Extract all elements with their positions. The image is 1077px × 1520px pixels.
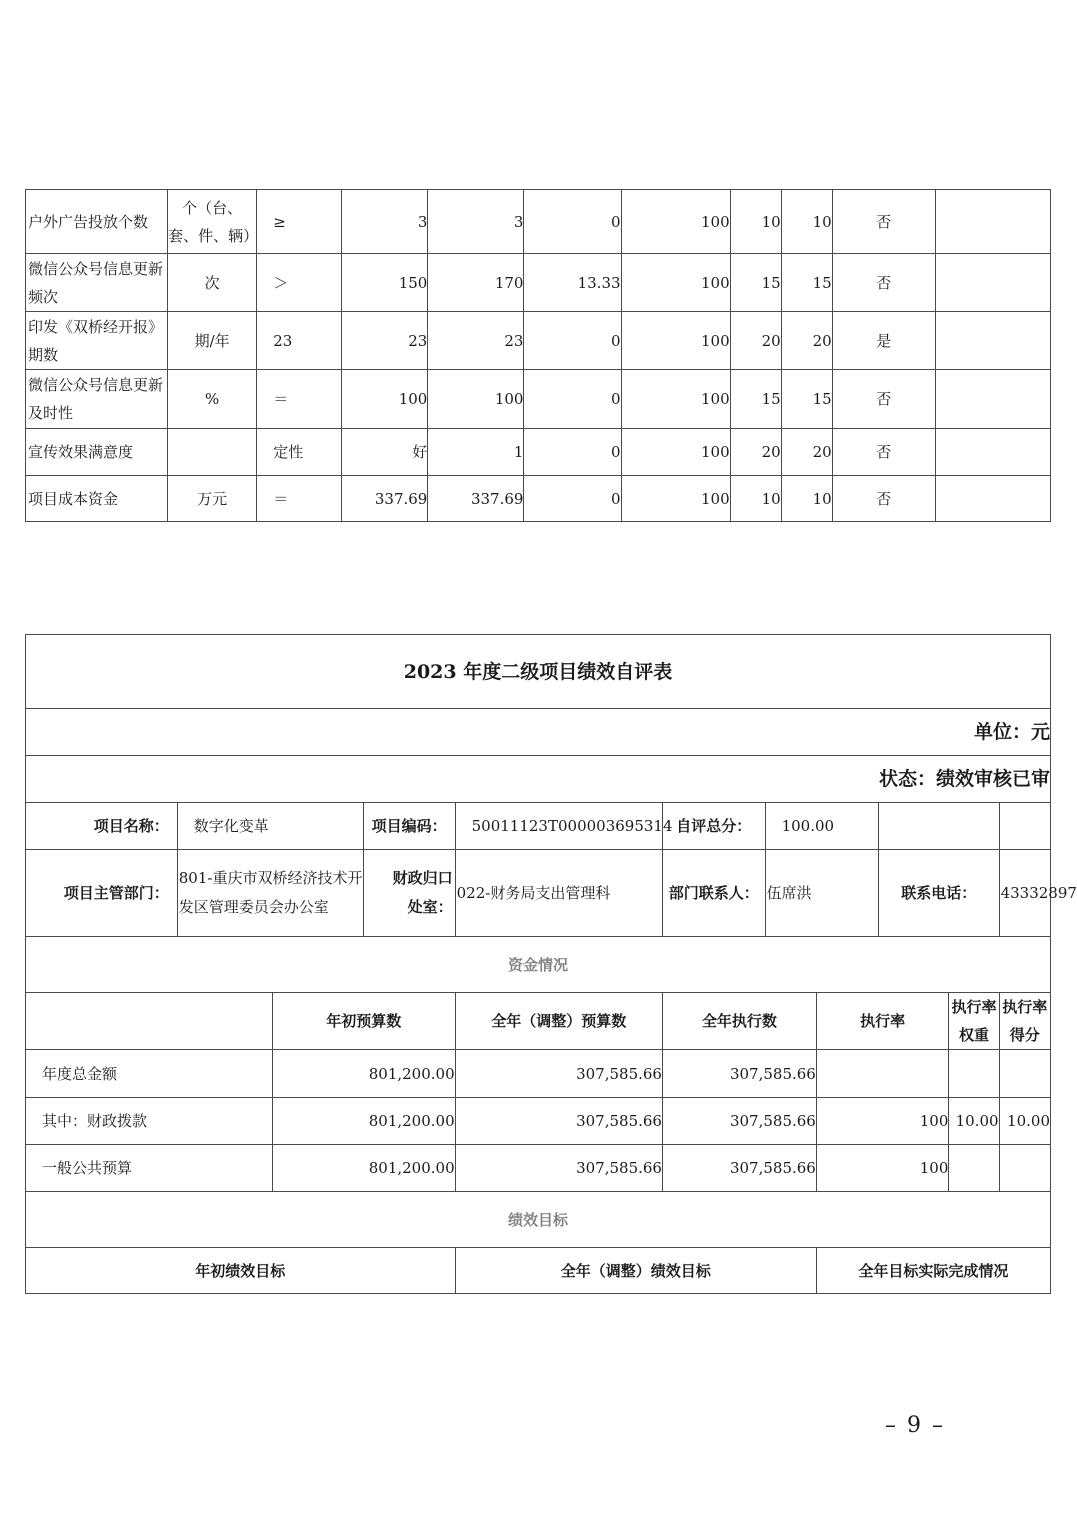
funds-header-initial: 年初预算数 [272, 993, 455, 1050]
indicator-deviation: 13.33 [524, 254, 621, 312]
page-number: – 9 – [885, 1413, 945, 1438]
funds-row-executed: 307,585.66 [662, 1098, 816, 1145]
indicator-flag: 否 [832, 476, 935, 522]
finance-office-label-1: 财政归口 [392, 869, 453, 887]
indicator-unit: 次 [168, 254, 257, 312]
project-name-value: 数字化变革 [177, 803, 363, 850]
indicator-name: 微信公众号信息更新及时性 [26, 370, 168, 429]
indicator-deviation: 0 [524, 429, 621, 476]
funds-row-score: 10.00 [999, 1098, 1050, 1145]
indicator-unit: % [168, 370, 257, 429]
indicator-note [935, 190, 1050, 254]
indicator-rate: 100 [621, 312, 730, 370]
goals-header-actual: 全年目标实际完成情况 [816, 1248, 1050, 1294]
finance-office-label [363, 850, 455, 937]
finance-office-value: 022-财务局支出管理科 [455, 850, 662, 937]
form-title [26, 635, 1051, 709]
indicator-score: 10 [781, 476, 832, 522]
indicator-target: 好 [342, 429, 428, 476]
funds-row-weight [949, 1145, 999, 1192]
indicator-target: 100 [342, 370, 428, 429]
funds-row-adjusted: 307,585.66 [455, 1145, 662, 1192]
funds-row [26, 1145, 1051, 1192]
performance-evaluation-form [25, 634, 1077, 1294]
funds-row-label: 其中：财政拨款 [26, 1098, 273, 1145]
status-line: 状态：绩效审核已审 [26, 756, 1051, 803]
empty-cell [999, 803, 1050, 850]
dept-value: 801-重庆市双桥经济技术开发区管理委员会办公室 [177, 850, 363, 937]
table-row [26, 312, 1051, 370]
funds-row-initial: 801,200.00 [272, 1050, 455, 1098]
indicator-actual: 337.69 [428, 476, 524, 522]
indicator-flag: 否 [832, 429, 935, 476]
indicator-score: 20 [781, 429, 832, 476]
indicator-unit: 万元 [168, 476, 257, 522]
contact-label: 部门联系人： [662, 850, 765, 937]
indicator-flag: 否 [832, 254, 935, 312]
indicator-target: 150 [342, 254, 428, 312]
indicator-actual: 100 [428, 370, 524, 429]
project-name-label: 项目名称： [26, 803, 178, 850]
funds-row-adjusted: 307,585.66 [455, 1098, 662, 1145]
indicator-operator: ≥ [257, 190, 342, 254]
indicator-unit: 个（台、套、件、辆） [168, 190, 257, 254]
empty-cell [878, 803, 999, 850]
funds-row-rate [816, 1050, 949, 1098]
funds-section-title: 资金情况 [26, 937, 1051, 993]
indicator-weight: 10 [730, 476, 781, 522]
indicator-weight: 15 [730, 370, 781, 429]
indicator-actual: 23 [428, 312, 524, 370]
funds-row-weight [949, 1050, 999, 1098]
indicator-weight: 10 [730, 190, 781, 254]
funds-row-initial: 801,200.00 [272, 1098, 455, 1145]
indicator-deviation: 0 [524, 190, 621, 254]
indicator-note [935, 254, 1050, 312]
project-code-value: 50011123T000003695314 [455, 803, 662, 850]
funds-row-adjusted: 307,585.66 [455, 1050, 662, 1098]
funds-header-weight-2: 权重 [958, 1026, 989, 1044]
indicator-deviation: 0 [524, 370, 621, 429]
indicator-deviation: 0 [524, 476, 621, 522]
indicator-actual: 3 [428, 190, 524, 254]
table-row [26, 254, 1051, 312]
phone-value: 43332897 [999, 850, 1050, 937]
indicator-target: 3 [342, 190, 428, 254]
indicator-flag: 是 [832, 312, 935, 370]
indicator-rate: 100 [621, 190, 730, 254]
indicator-score: 20 [781, 312, 832, 370]
project-code-label: 项目编码： [363, 803, 455, 850]
funds-header-weight-1: 执行率 [951, 998, 997, 1016]
funds-header-weight [949, 993, 999, 1050]
indicator-name: 印发《双桥经开报》期数 [26, 312, 168, 370]
indicator-operator: 23 [257, 312, 342, 370]
table-row [26, 429, 1051, 476]
indicator-unit: 期/年 [168, 312, 257, 370]
indicator-weight: 15 [730, 254, 781, 312]
goals-section-title: 绩效目标 [26, 1192, 1051, 1248]
table-row [26, 190, 1051, 254]
table-row [26, 370, 1051, 429]
funds-row-executed: 307,585.66 [662, 1145, 816, 1192]
funds-row-weight: 10.00 [949, 1098, 999, 1145]
funds-row-executed: 307,585.66 [662, 1050, 816, 1098]
form-title-text: 年度二级项目绩效自评表 [456, 660, 673, 683]
indicator-note [935, 429, 1050, 476]
indicator-operator: ＝ [257, 370, 342, 429]
indicator-name: 户外广告投放个数 [26, 190, 168, 254]
indicator-deviation: 0 [524, 312, 621, 370]
funds-row-rate: 100 [816, 1145, 949, 1192]
indicator-operator: ＞ [257, 254, 342, 312]
indicator-name: 微信公众号信息更新频次 [26, 254, 168, 312]
goals-header-initial: 年初绩效目标 [26, 1248, 456, 1294]
funds-row-label: 年度总金额 [26, 1050, 273, 1098]
indicator-note [935, 370, 1050, 429]
indicator-rate: 100 [621, 476, 730, 522]
indicator-weight: 20 [730, 429, 781, 476]
indicator-operator: ＝ [257, 476, 342, 522]
funds-row [26, 1050, 1051, 1098]
indicator-note [935, 476, 1050, 522]
indicator-rate: 100 [621, 429, 730, 476]
funds-header-rate: 执行率 [816, 993, 949, 1050]
indicator-target: 337.69 [342, 476, 428, 522]
table-row [26, 476, 1051, 522]
unit-line: 单位：元 [26, 709, 1051, 756]
funds-row [26, 1098, 1051, 1145]
finance-office-label-2: 处室： [407, 898, 453, 916]
funds-header-blank [26, 993, 273, 1050]
indicator-flag: 否 [832, 370, 935, 429]
phone-label: 联系电话： [878, 850, 999, 937]
indicator-score: 15 [781, 254, 832, 312]
funds-header-rate-score: 执行率得分 [999, 993, 1050, 1050]
indicator-target: 23 [342, 312, 428, 370]
indicator-table [25, 189, 1051, 522]
indicator-weight: 20 [730, 312, 781, 370]
indicator-note [935, 312, 1050, 370]
goals-header-adjusted: 全年（调整）绩效目标 [455, 1248, 816, 1294]
funds-row-initial: 801,200.00 [272, 1145, 455, 1192]
indicator-rate: 100 [621, 254, 730, 312]
funds-row-label: 一般公共预算 [26, 1145, 273, 1192]
indicator-name: 项目成本资金 [26, 476, 168, 522]
indicator-name: 宣传效果满意度 [26, 429, 168, 476]
funds-header-executed: 全年执行数 [662, 993, 816, 1050]
funds-header-adjusted: 全年（调整）预算数 [455, 993, 662, 1050]
funds-row-score [999, 1145, 1050, 1192]
indicator-actual: 1 [428, 429, 524, 476]
indicator-score: 15 [781, 370, 832, 429]
funds-row-score [999, 1050, 1050, 1098]
contact-value: 伍席洪 [765, 850, 878, 937]
self-score-label: 自评总分： [662, 803, 765, 850]
indicator-actual: 170 [428, 254, 524, 312]
form-title-year: 2023 [403, 660, 457, 683]
indicator-rate: 100 [621, 370, 730, 429]
indicator-flag: 否 [832, 190, 935, 254]
indicator-unit [168, 429, 257, 476]
indicator-operator: 定性 [257, 429, 342, 476]
self-score-value: 100.00 [765, 803, 878, 850]
funds-row-rate: 100 [816, 1098, 949, 1145]
dept-label: 项目主管部门： [26, 850, 178, 937]
indicator-score: 10 [781, 190, 832, 254]
